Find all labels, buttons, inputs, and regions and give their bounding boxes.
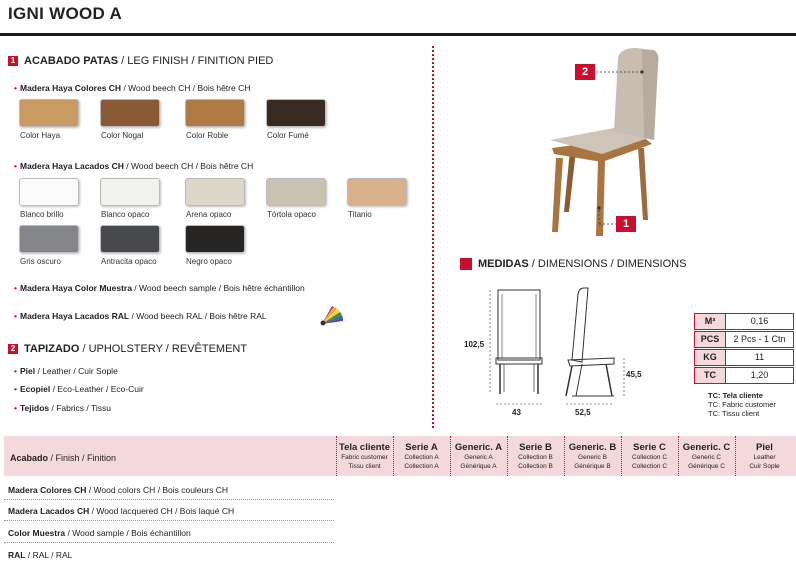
tc-note: TC: Tela cliente: [708, 391, 763, 400]
group-colores-heading: • Madera Haya Colores CH / Wood beech CH / Bois hêtre CH: [14, 83, 251, 93]
table-col-serie-a: Serie A Collection A Collection A: [393, 436, 449, 476]
swatch-color-nogal[interactable]: [100, 99, 160, 127]
swatch-label: Arena opaco: [186, 210, 232, 219]
spec-row-pcs: [694, 331, 794, 348]
swatch-label: Negro opaco: [186, 257, 232, 266]
group-lacados-heading: • Madera Haya Lacados CH / Wood beech CH / Bois hêtre CH: [14, 161, 254, 171]
swatch-label: Tórtola opaco: [267, 210, 316, 219]
table-row: Color Muestra / Wood sample / Bois échantillon: [8, 528, 191, 538]
swatch-color-fume[interactable]: [266, 99, 326, 127]
group-muestra-heading: • Madera Haya Color Muestra / Wood beech sample / Bois hêtre échantillon: [14, 283, 305, 293]
swatch-titanio[interactable]: [347, 178, 407, 206]
callout-2-leader: [596, 64, 646, 80]
spec-key: M³: [694, 313, 726, 330]
title-divider: [0, 33, 796, 36]
dimensions-heading: MEDIDAS / DIMENSIONS / DIMENSIONS: [460, 258, 686, 270]
swatch-negro-opaco[interactable]: [185, 225, 245, 253]
swatch-label: Gris oscuro: [20, 257, 61, 266]
table-col-serie-c: Serie C Collection C Collection C: [621, 436, 677, 476]
table-col-serie-b: Serie B Collection B Collection B: [507, 436, 563, 476]
spec-key: KG: [694, 349, 726, 366]
spec-key: TC: [694, 367, 726, 384]
section-number: 2: [8, 344, 18, 354]
table-row: Madera Lacados CH / Wood lacquered CH / Bois laqué CH: [8, 506, 235, 516]
swatch-label: Antracita opaco: [101, 257, 157, 266]
upholstery-heading: 2 TAPIZADO / UPHOLSTERY / REVÊTEMENT: [8, 343, 247, 355]
swatch-label: Titanio: [348, 210, 372, 219]
tc-note: TC: Tissu client: [708, 409, 760, 418]
callout-1: 1: [616, 216, 636, 232]
spec-row-tc: [694, 367, 794, 384]
table-header-label: Acabado / Finish / Finition: [10, 453, 117, 463]
spec-row-kg: [694, 349, 794, 366]
swatch-blanco-opaco[interactable]: [100, 178, 160, 206]
swatch-arena-opaco[interactable]: [185, 178, 245, 206]
table-col-generic-c: Generic. C Generic C Générique C: [678, 436, 734, 476]
spec-row-volume: [694, 313, 794, 330]
swatch-tortola-opaco[interactable]: [266, 178, 326, 206]
ral-fan-icon: [318, 304, 346, 326]
spec-key: PCS: [694, 331, 726, 348]
upholstery-item: • Piel / Leather / Cuir Sople: [14, 366, 118, 376]
upholstery-item: • Tejidos / Fabrics / Tissu: [14, 403, 111, 413]
tc-note: TC: Fabric customer: [708, 400, 776, 409]
table-row: Madera Colores CH / Wood colors CH / Bois couleurs CH: [8, 485, 228, 495]
dim-depth: 52,5: [575, 408, 591, 417]
swatch-antracita-opaco[interactable]: [100, 225, 160, 253]
swatch-label: Blanco brillo: [20, 210, 64, 219]
swatch-color-haya[interactable]: [19, 99, 79, 127]
callout-2: 2: [575, 64, 595, 80]
table-col-generic-a: Generic. A Generic A Générique A: [450, 436, 506, 476]
spec-value: 11: [726, 349, 794, 366]
dim-height: 102,5: [464, 340, 485, 349]
column-divider: [432, 46, 434, 428]
spec-value: 1,20: [726, 367, 794, 384]
page-title: IGNI WOOD A: [8, 4, 123, 23]
callout-1-leader: [596, 205, 618, 227]
dim-width: 43: [512, 408, 521, 417]
group-ral-heading: • Madera Haya Lacados RAL / Wood beech RAL / Bois hêtre RAL: [14, 311, 267, 321]
table-col-generic-b: Generic. B Generic B Générique B: [564, 436, 620, 476]
swatch-label: Blanco opaco: [101, 210, 150, 219]
table-row: RAL / RAL / RAL: [8, 550, 73, 560]
table-col-tela-cliente: Tela cliente Fabric customer Tissu client: [336, 436, 392, 476]
swatch-gris-oscuro[interactable]: [19, 225, 79, 253]
swatch-label: Color Nogal: [101, 131, 144, 140]
dimension-drawing: [480, 280, 640, 420]
section-number: 1: [8, 56, 18, 66]
swatch-label: Color Haya: [20, 131, 61, 140]
swatch-label: Color Fumé: [267, 131, 309, 140]
leg-finish-heading: 1 ACABADO PATAS / LEG FINISH / FINITION PIED: [8, 55, 273, 67]
spec-value: 2 Pcs - 1 Ctn: [726, 331, 794, 348]
spec-value: 0,16: [726, 313, 794, 330]
swatch-color-roble[interactable]: [185, 99, 245, 127]
upholstery-item: • Ecopiel / Eco-Leather / Eco-Cuir: [14, 384, 144, 394]
dim-seat-height: 45,5: [626, 370, 642, 379]
swatch-label: Color Roble: [186, 131, 229, 140]
swatch-blanco-brillo[interactable]: [19, 178, 79, 206]
table-col-piel: Piel Leather Cuir Sople: [735, 436, 793, 476]
